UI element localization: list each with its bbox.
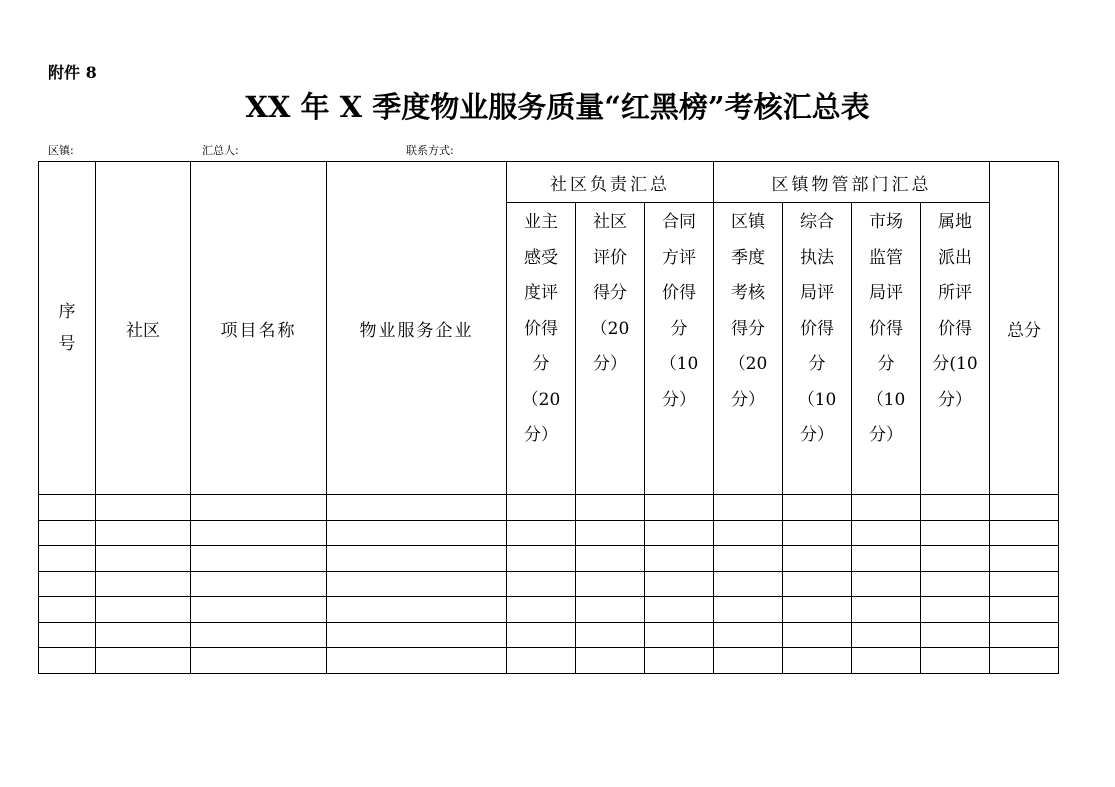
table-cell (645, 546, 714, 572)
table-row (39, 546, 1059, 572)
table-cell (39, 622, 96, 648)
attachment-label: 附件 8 (48, 63, 97, 82)
table-cell (96, 546, 191, 572)
table-cell (645, 622, 714, 648)
subheader-market-score: 市场 监管 局评 价得 分 （10 分） (852, 203, 921, 495)
table-cell (714, 495, 783, 521)
table-cell (990, 495, 1059, 521)
table-cell (39, 571, 96, 597)
table-cell (191, 622, 327, 648)
table-cell (327, 571, 507, 597)
table-cell (645, 520, 714, 546)
table-cell (191, 648, 327, 674)
header-seq: 序 号 (39, 162, 96, 495)
table-cell (327, 648, 507, 674)
subheader-contract-score: 合同 方评 价得 分 （10 分） (645, 203, 714, 495)
header-community: 社区 (96, 162, 191, 495)
header-group-district: 区镇物管部门汇总 (714, 162, 990, 203)
table-row (39, 622, 1059, 648)
table-cell (783, 597, 852, 623)
table-cell (507, 597, 576, 623)
summary-table (38, 161, 1059, 674)
table-cell (96, 520, 191, 546)
table-cell (921, 546, 990, 572)
table-cell (990, 648, 1059, 674)
table-cell (783, 546, 852, 572)
table-cell (852, 571, 921, 597)
subheader-community-score: 社区 评价 得分 （20 分） (576, 203, 645, 495)
page-title: XX 年 X 季度物业服务质量“红黑榜”考核汇总表 (245, 90, 870, 124)
table-cell (576, 520, 645, 546)
table-cell (507, 648, 576, 674)
table-cell (783, 622, 852, 648)
table-cell (783, 495, 852, 521)
table-cell (852, 546, 921, 572)
table-cell (921, 622, 990, 648)
table-cell (921, 597, 990, 623)
contact-label: 联系方式: (406, 144, 454, 157)
table-cell (576, 495, 645, 521)
table-cell (327, 622, 507, 648)
table-cell (191, 546, 327, 572)
table-cell (96, 622, 191, 648)
header-project-name: 项目名称 (191, 162, 327, 495)
table-cell (990, 571, 1059, 597)
table-cell (191, 520, 327, 546)
table-cell (39, 597, 96, 623)
table-cell (645, 648, 714, 674)
table-cell (852, 648, 921, 674)
table-cell (327, 495, 507, 521)
table-cell (576, 622, 645, 648)
table-cell (507, 546, 576, 572)
table-cell (921, 571, 990, 597)
table-cell (645, 495, 714, 521)
table-cell (921, 648, 990, 674)
table-cell (714, 571, 783, 597)
table-cell (39, 546, 96, 572)
table-row (39, 571, 1059, 597)
header-total: 总分 (990, 162, 1059, 495)
table-cell (921, 520, 990, 546)
table-cell (96, 597, 191, 623)
table-cell (576, 597, 645, 623)
table-cell (783, 520, 852, 546)
district-label: 区镇: (48, 144, 74, 157)
table-cell (714, 648, 783, 674)
table-cell (327, 546, 507, 572)
table-cell (191, 571, 327, 597)
subheader-owner-score: 业主 感受 度评 价得 分 （20 分） (507, 203, 576, 495)
table-cell (783, 571, 852, 597)
table-cell (39, 648, 96, 674)
table-cell (714, 622, 783, 648)
table-cell (783, 648, 852, 674)
table-cell (852, 520, 921, 546)
table-cell (327, 597, 507, 623)
table-cell (714, 520, 783, 546)
table-cell (990, 622, 1059, 648)
table-cell (576, 546, 645, 572)
table-cell (852, 495, 921, 521)
table-row (39, 648, 1059, 674)
header-property-company: 物业服务企业 (327, 162, 507, 495)
table-cell (714, 597, 783, 623)
table-cell (96, 648, 191, 674)
table-cell (191, 495, 327, 521)
table-cell (576, 571, 645, 597)
table-cell (507, 495, 576, 521)
subheader-enforcement-score: 综合 执法 局评 价得 分 （10 分） (783, 203, 852, 495)
table-cell (327, 520, 507, 546)
table-cell (990, 520, 1059, 546)
table-cell (714, 546, 783, 572)
subheader-district-score: 区镇 季度 考核 得分 （20 分） (714, 203, 783, 495)
table-row (39, 495, 1059, 521)
compiler-label: 汇总人: (202, 144, 239, 157)
table-cell (96, 571, 191, 597)
table-row (39, 520, 1059, 546)
table-cell (852, 622, 921, 648)
header-group-community: 社区负责汇总 (507, 162, 714, 203)
table-cell (39, 520, 96, 546)
table-cell (576, 648, 645, 674)
table-cell (191, 597, 327, 623)
table-cell (852, 597, 921, 623)
table-cell (507, 520, 576, 546)
subheader-police-score: 属地 派出 所评 价得 分(10 分） (921, 203, 990, 495)
table-row (39, 597, 1059, 623)
table-cell (990, 546, 1059, 572)
table-cell (645, 597, 714, 623)
table-cell (507, 622, 576, 648)
table-cell (990, 597, 1059, 623)
table-cell (39, 495, 96, 521)
table-cell (645, 571, 714, 597)
table-cell (921, 495, 990, 521)
table-cell (507, 571, 576, 597)
table-cell (96, 495, 191, 521)
